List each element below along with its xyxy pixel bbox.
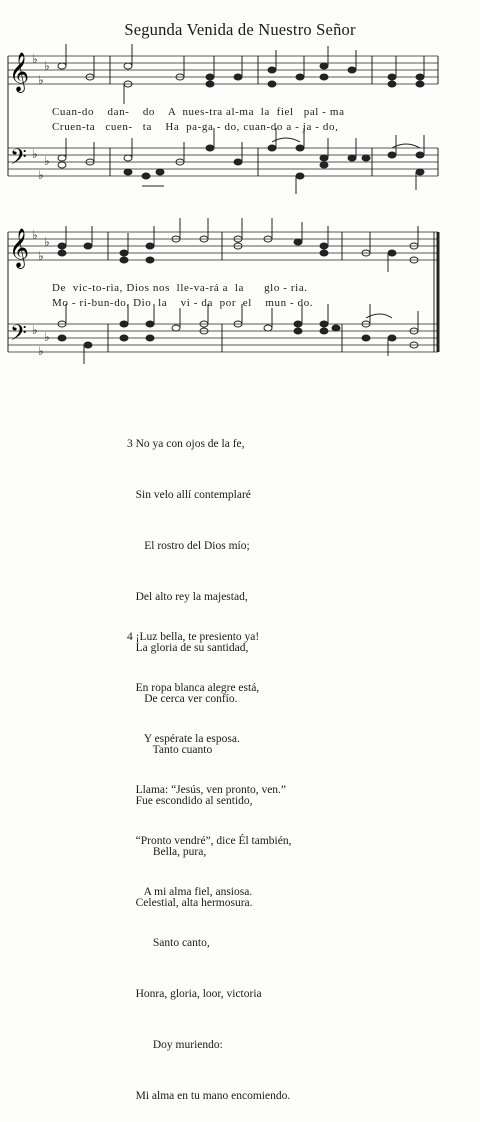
key-signature-icon <box>32 228 50 358</box>
svg-text:♭: ♭ <box>38 344 44 358</box>
stanza-line: De cerca ver confío. <box>127 693 238 705</box>
stanza-line: El rostro del Dios mío; <box>127 540 250 552</box>
hymn-title: Segunda Venida de Nuestro Señor <box>124 20 356 39</box>
stanza-line: En ropa blanca alegre está, <box>127 682 260 694</box>
stanza-line: Santo canto, <box>127 937 210 949</box>
svg-text:♭: ♭ <box>38 168 44 182</box>
stanza-line: 4 ¡Luz bella, te presiento ya! <box>127 631 260 643</box>
stanza-line: Sin velo allí contemplaré <box>127 489 251 501</box>
stanza-line: Tanto cuanto <box>127 744 213 756</box>
stanza-line: Del alto rey la majestad, <box>127 591 248 603</box>
stanza-line: Llama: “Jesús, ven pronto, ven.” <box>127 784 287 796</box>
stanza-4 <box>127 595 291 1122</box>
system1-lyrics-verse1: Cuan-do dan- do A nues-tra al-ma la fiel pal - ma <box>52 106 345 118</box>
svg-text:♭: ♭ <box>32 323 38 337</box>
system2-treble-notes <box>58 218 418 272</box>
stanza-line: 3 No ya con ojos de la fe, <box>127 438 245 450</box>
stanza-line: Celestial, alta hermosura. <box>127 897 253 909</box>
system2-treble-staff <box>8 232 438 260</box>
system2-bass-staff <box>8 324 438 352</box>
svg-text:♭: ♭ <box>44 235 50 249</box>
system1-bass-notes <box>58 128 424 194</box>
stanza-line: Doy muriendo: <box>127 1039 223 1051</box>
bass-clef-icon: 𝄢 <box>10 145 27 175</box>
stanza-line: Mi alma en tu mano encomiendo. <box>127 1090 291 1102</box>
svg-text:♭: ♭ <box>38 73 44 87</box>
final-barline <box>434 232 438 352</box>
svg-text:♭: ♭ <box>38 249 44 263</box>
svg-text:♭: ♭ <box>32 228 38 242</box>
key-signature-icon <box>32 52 50 182</box>
system1-bass-staff <box>8 148 438 176</box>
system2-bass-notes <box>58 304 418 364</box>
stanza-line: La gloria de su santidad, <box>127 642 249 654</box>
stanza-line: A mi alma fiel, ansiosa. <box>127 886 253 898</box>
system2-lyrics-verse1: De vic-to-ria, Dios nos lle-va-rá a la glo - ria. <box>52 282 308 294</box>
bass-clef-icon: 𝄢 <box>10 321 27 351</box>
stanza-line: Honra, gloria, loor, victoria <box>127 988 262 1000</box>
stanza-line: Bella, pura, <box>127 846 207 858</box>
treble-clef-icon: 𝄞 <box>9 228 30 268</box>
svg-text:♭: ♭ <box>44 154 50 168</box>
system2-lyrics-verse2: Mo - ri-bun-do, Dio la vi - da por el mun - do. <box>52 297 314 309</box>
stanza-line: Fue escondido al sentido, <box>127 795 253 807</box>
svg-text:♭: ♭ <box>32 52 38 66</box>
svg-text:♭: ♭ <box>44 59 50 73</box>
system1-treble-notes <box>58 44 424 104</box>
svg-text:♭: ♭ <box>32 147 38 161</box>
system1-treble-staff <box>8 56 438 84</box>
treble-clef-icon: 𝄞 <box>9 52 30 92</box>
system1-lyrics-verse2: Cruen-ta cuen- ta Ha pa-ga - do, cuan-do a - ja - do, <box>52 121 339 133</box>
stanza-line: “Pronto vendré”, dice Él también, <box>127 835 292 847</box>
svg-text:♭: ♭ <box>44 330 50 344</box>
stanza-line: Y espérate la esposa. <box>127 733 240 745</box>
